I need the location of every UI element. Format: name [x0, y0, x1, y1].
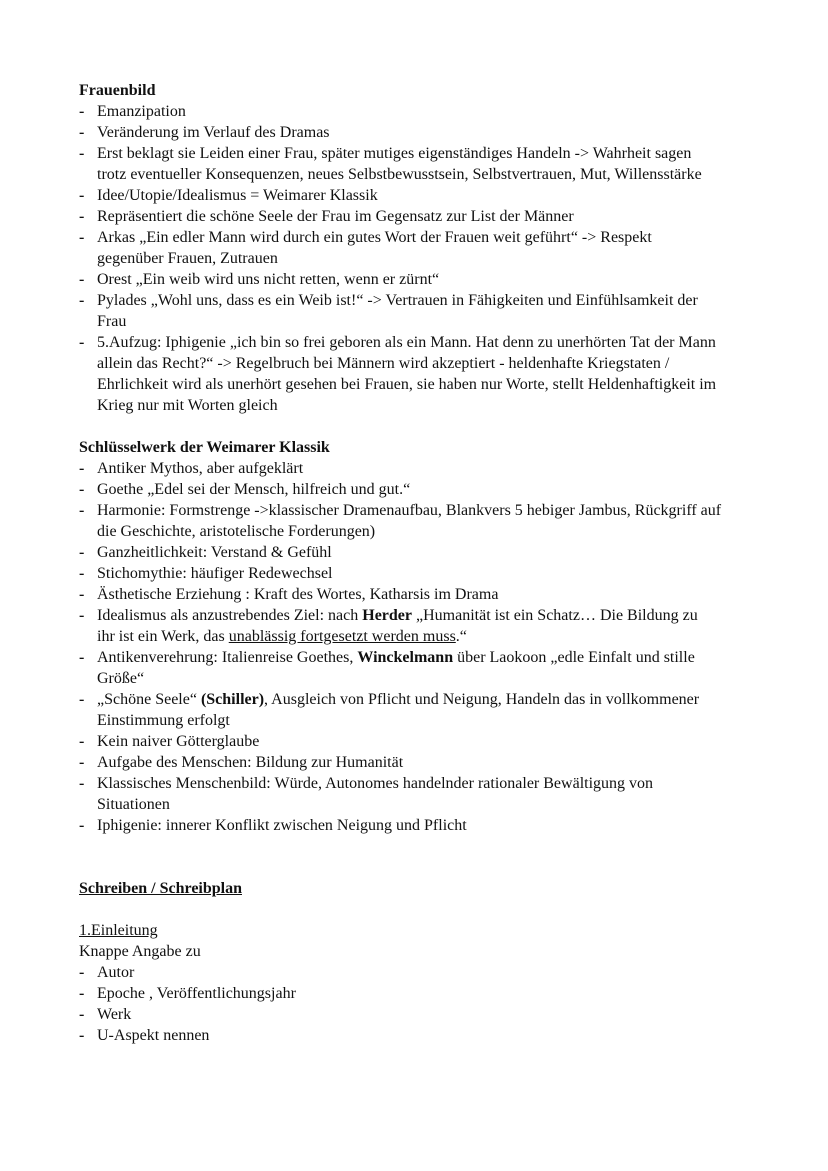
text-line: [97, 353, 769, 374]
section-heading: Schreiben / Schreibplan: [79, 880, 242, 897]
list-item: [79, 563, 769, 584]
bullet-dash: -: [79, 208, 85, 225]
text-line: [97, 752, 769, 773]
bullet-dash: -: [79, 964, 85, 981]
list-item: [79, 206, 769, 227]
text-line: [97, 731, 769, 752]
text-segment: Harmonie: Formstrenge ->klassischer Dramenaufbau, Blankvers 5 hebiger Jambus, Rückgriff auf: [97, 502, 722, 519]
text-line: [97, 164, 769, 185]
text-segment: Arkas „Ein edler Mann wird durch ein gutes Wort der Frauen weit geführt“ -> Respekt: [97, 229, 652, 246]
list-item: [79, 731, 769, 752]
list-item: [79, 122, 769, 143]
text-line: [97, 563, 769, 584]
text-line: [97, 542, 769, 563]
text-line: [97, 584, 769, 605]
bullet-dash: -: [79, 187, 85, 204]
text-segment: die Geschichte, aristotelische Forderungen): [97, 523, 376, 540]
section: [79, 416, 769, 836]
bold-text: (Schiller): [200, 691, 265, 708]
list-item: [79, 185, 769, 206]
list-item: [79, 983, 769, 1004]
bullet-dash: -: [79, 271, 85, 288]
text-segment: Krieg nur mit Worten gleich: [97, 397, 278, 414]
text-segment: allein das Recht?“ -> Regelbruch bei Männern wird akzeptiert - heldenhafte Kriegstaten /: [97, 355, 670, 372]
text-line: [97, 290, 769, 311]
list-item: [79, 500, 769, 542]
text-segment: 5.Aufzug: Iphigenie „ich bin so frei geboren als ein Mann. Hat denn zu unerhörten Tat der Mann: [97, 334, 716, 351]
text-segment: „Schöne Seele“: [97, 691, 201, 708]
text-line: [97, 794, 769, 815]
bullet-dash: -: [79, 691, 85, 708]
text-line: [97, 122, 769, 143]
bullet-dash: -: [79, 985, 85, 1002]
text-line: [97, 689, 769, 710]
text-line: [97, 311, 769, 332]
bullet-dash: -: [79, 292, 85, 309]
bullet-dash: -: [79, 607, 85, 624]
bullet-dash: -: [79, 103, 85, 120]
text-segment: Werk: [97, 1006, 132, 1023]
text-segment: U-Aspekt nennen: [97, 1027, 210, 1044]
bullet-dash: -: [79, 1006, 85, 1023]
text-segment: Einstimmung erfolgt: [97, 712, 230, 729]
text-segment: Klassisches Menschenbild: Würde, Autonomes handelnder rationaler Bewältigung von: [97, 775, 654, 792]
text-segment: Autor: [97, 964, 135, 981]
text-line: [97, 1025, 769, 1046]
list-item: [79, 542, 769, 563]
text-line: [97, 983, 769, 1004]
spacer: [79, 836, 769, 878]
bullet-dash: -: [79, 502, 85, 519]
text-segment: Situationen: [97, 796, 170, 813]
bullet-dash: -: [79, 544, 85, 561]
list-item: [79, 584, 769, 605]
list-item: [79, 815, 769, 836]
text-segment: gegenüber Frauen, Zutrauen: [97, 250, 278, 267]
bullet-dash: -: [79, 460, 85, 477]
text-segment: Erst beklagt sie Leiden einer Frau, später mutiges eigenständiges Handeln -> Wahrheit sagen: [97, 145, 692, 162]
section-heading: 1.Einleitung: [79, 922, 158, 939]
text-segment: Antiker Mythos, aber aufgeklärt: [97, 460, 304, 477]
bullet-dash: -: [79, 145, 85, 162]
text-segment: , Ausgleich von Pflicht und Neigung, Handeln das in vollkommener: [264, 691, 700, 708]
bullet-dash: -: [79, 229, 85, 246]
list-item: [79, 752, 769, 773]
section: [79, 899, 769, 1046]
bullet-dash: -: [79, 817, 85, 834]
text-line: [97, 962, 769, 983]
text-line: [97, 206, 769, 227]
list-item: [79, 773, 769, 815]
list-item: [79, 269, 769, 290]
text-segment: ihr ist ein Werk, das: [97, 628, 229, 645]
text-line: [97, 332, 769, 353]
list-item: [79, 689, 769, 731]
document-page: [79, 80, 769, 1046]
bullet-dash: -: [79, 565, 85, 582]
section-heading: Schlüsselwerk der Weimarer Klassik: [79, 439, 330, 456]
underlined-text: unablässig fortgesetzt werden muss: [228, 628, 456, 645]
bold-text: Winckelmann: [357, 649, 454, 666]
text-line: [97, 500, 769, 521]
text-line: [97, 101, 769, 122]
list-item: [79, 332, 769, 416]
text-line: [97, 395, 769, 416]
bullet-dash: -: [79, 334, 85, 351]
text-segment: Größe“: [97, 670, 145, 687]
text-segment: Antikenverehrung: Italienreise Goethes,: [97, 649, 358, 666]
bullet-list: [79, 458, 769, 836]
list-item: [79, 605, 769, 647]
text-line: [97, 521, 769, 542]
bullet-dash: -: [79, 754, 85, 771]
text-line: [97, 815, 769, 836]
list-item: [79, 479, 769, 500]
bullet-dash: -: [79, 124, 85, 141]
spacer: [79, 899, 769, 920]
section: [79, 836, 769, 899]
list-item: [79, 1004, 769, 1025]
text-segment: Repräsentiert die schöne Seele der Frau im Gegensatz zur List der Männer: [97, 208, 574, 225]
text-segment: Goethe „Edel sei der Mensch, hilfreich und gut.“: [97, 481, 411, 498]
bullet-dash: -: [79, 481, 85, 498]
list-item: [79, 647, 769, 689]
spacer: [79, 416, 769, 437]
text-segment: Ehrlichkeit wird als unerhört gesehen bei Frauen, sie haben nur Worte, stellt Heldenhaftigkeit im: [97, 376, 717, 393]
list-item: [79, 227, 769, 269]
text-segment: Iphigenie: innerer Konflikt zwischen Neigung und Pflicht: [97, 817, 467, 834]
text-line: [97, 269, 769, 290]
text-line: [97, 668, 769, 689]
list-item: [79, 458, 769, 479]
bold-text: Herder: [362, 607, 412, 624]
text-segment: über Laokoon „edle Einfalt und stille: [453, 649, 695, 666]
text-line: [97, 374, 769, 395]
text-line: [97, 710, 769, 731]
text-line: [97, 227, 769, 248]
bullet-dash: -: [79, 1027, 85, 1044]
text-line: [97, 143, 769, 164]
text-line: [97, 185, 769, 206]
text-segment: Emanzipation: [97, 103, 186, 120]
text-line: [97, 1004, 769, 1025]
text-line: [97, 458, 769, 479]
text-line: [97, 248, 769, 269]
text-segment: Epoche , Veröffentlichungsjahr: [97, 985, 296, 1002]
text-segment: Veränderung im Verlauf des Dramas: [97, 124, 330, 141]
text-segment: Frau: [97, 313, 127, 330]
list-item: [79, 101, 769, 122]
text-line: [97, 626, 769, 647]
list-item: [79, 1025, 769, 1046]
section: [79, 80, 769, 416]
text-segment: „Humanität ist ein Schatz… Die Bildung zu: [412, 607, 698, 624]
bullet-dash: -: [79, 733, 85, 750]
text-segment: trotz eventueller Konsequenzen, neues Selbstbewusstsein, Selbstvertrauen, Mut, Willensstärke: [97, 166, 702, 183]
bullet-list: [79, 101, 769, 416]
text-segment: Idee/Utopie/Idealismus = Weimarer Klassik: [97, 187, 378, 204]
text-line: [97, 647, 769, 668]
bullet-dash: -: [79, 586, 85, 603]
text-segment: Orest „Ein weib wird uns nicht retten, wenn er zürnt“: [97, 271, 440, 288]
text-segment: Stichomythie: häufiger Redewechsel: [97, 565, 333, 582]
bullet-dash: -: [79, 775, 85, 792]
text-segment: Ästhetische Erziehung : Kraft des Wortes, Katharsis im Drama: [97, 586, 499, 603]
text-line: [97, 605, 769, 626]
text-segment: Pylades „Wohl uns, dass es ein Weib ist!“ -> Vertrauen in Fähigkeiten und Einfühlsamkeit der: [97, 292, 698, 309]
text-segment: Idealismus als anzustrebendes Ziel: nach: [97, 607, 363, 624]
bullet-dash: -: [79, 649, 85, 666]
text-line: [97, 479, 769, 500]
text-segment: Ganzheitlichkeit: Verstand & Gefühl: [97, 544, 332, 561]
text-line: [97, 773, 769, 794]
list-item: [79, 290, 769, 332]
section-heading: Frauenbild: [79, 82, 156, 99]
list-item: [79, 962, 769, 983]
list-item: [79, 143, 769, 185]
text-segment: .“: [455, 628, 467, 645]
bullet-list: [79, 962, 769, 1046]
text-segment: Aufgabe des Menschen: Bildung zur Humanität: [97, 754, 404, 771]
section-intro: Knappe Angabe zu: [79, 943, 201, 960]
text-segment: Kein naiver Götterglaube: [97, 733, 260, 750]
